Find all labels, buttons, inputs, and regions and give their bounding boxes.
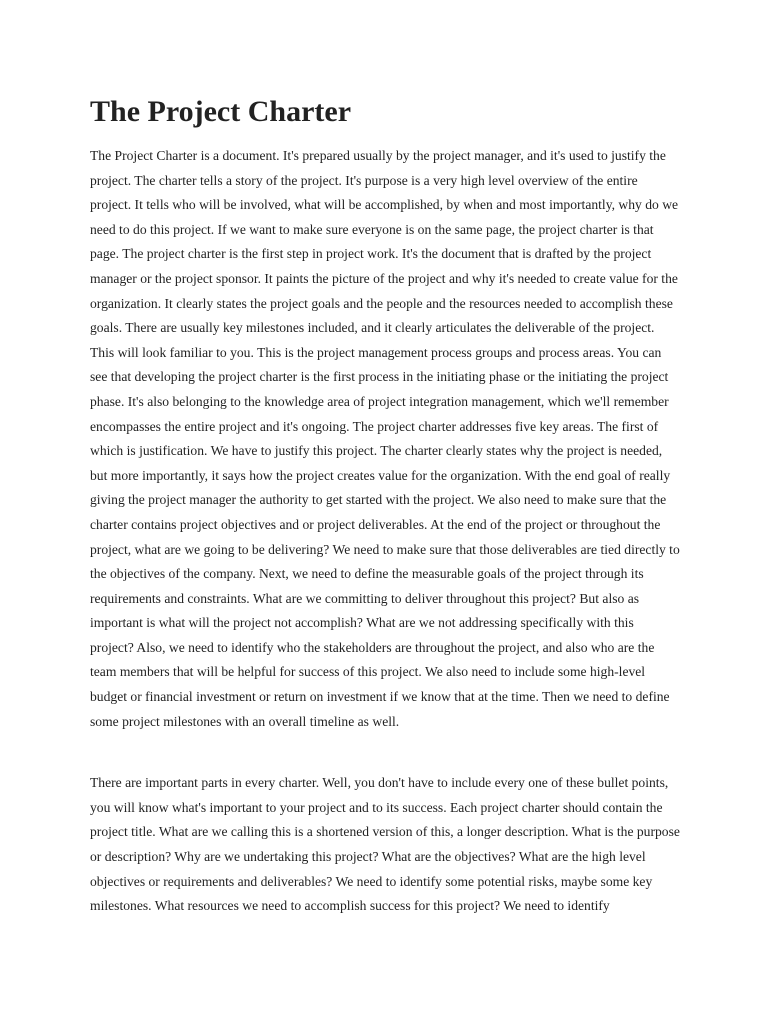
paragraph-charter-parts: There are important parts in every charter. Well, you don't have to include every one of these bullet points, you will know what's important to your project and to its success. Each project charter should contain the project title. What are we calling this is a shortened version of this, a longer description. What is the purpose or description? Why are we undertaking this project? What are the objectives? What are the high level objectives or requirements and deliverables? We need to identify some potential risks, maybe some key milestones. What resources we need to accomplish success for this project? We need to identify xyxy=(90,775,680,914)
paragraph-intro: The Project Charter is a document. It's prepared usually by the project manager, and it's used to justify the project. The charter tells a story of the project. It's purpose is a very high level overview of the entire project. It tells who will be involved, what will be accomplished, by when and most importantly, why do we need to do this project. If we want to make sure everyone is on the same page, the project charter is that page. The project charter is the first step in project work. It's the document that is drafted by the project manager or the project sponsor. It paints the picture of the project and why it's needed to create value for the organization. It clearly states the project goals and the people and the resources needed to accomplish these goals. There are usually key milestones included, and it clearly articulates the deliverable of the project. This will look familiar to you. This is the project management process groups and process areas. You can see that developing the project charter is the first process in the initiating phase or the initiating the project phase. It's also belonging to the knowledge area of project integration management, which we'll remember encompasses the entire project and it's ongoing. The project charter addresses five key areas. The first of which is justification. We have to justify this project. The charter clearly states why the project is needed, but more importantly, it says how the project creates value for the organization. With the end goal of really giving the project manager the authority to get started with the project. We also need to make sure that the charter contains project objectives and or project deliverables. At the end of the project or throughout the project, what are we going to be delivering? We need to make sure that those deliverables are tied directly to the objectives of the company. Next, we need to define the measurable goals of the project through its requirements and constraints. What are we committing to deliver throughout this project? But also as important is what will the project not accomplish? What are we not addressing specifically with this project? Also, we need to identify who the stakeholders are throughout the project, and also who are the team members that will be helpful for success of this project. We also need to include some high-level budget or financial investment or return on investment if we know that at the time. Then we need to define some project milestones with an overall timeline as well. xyxy=(90,148,680,729)
document-title: The Project Charter xyxy=(90,95,352,128)
document-page xyxy=(90,92,680,919)
